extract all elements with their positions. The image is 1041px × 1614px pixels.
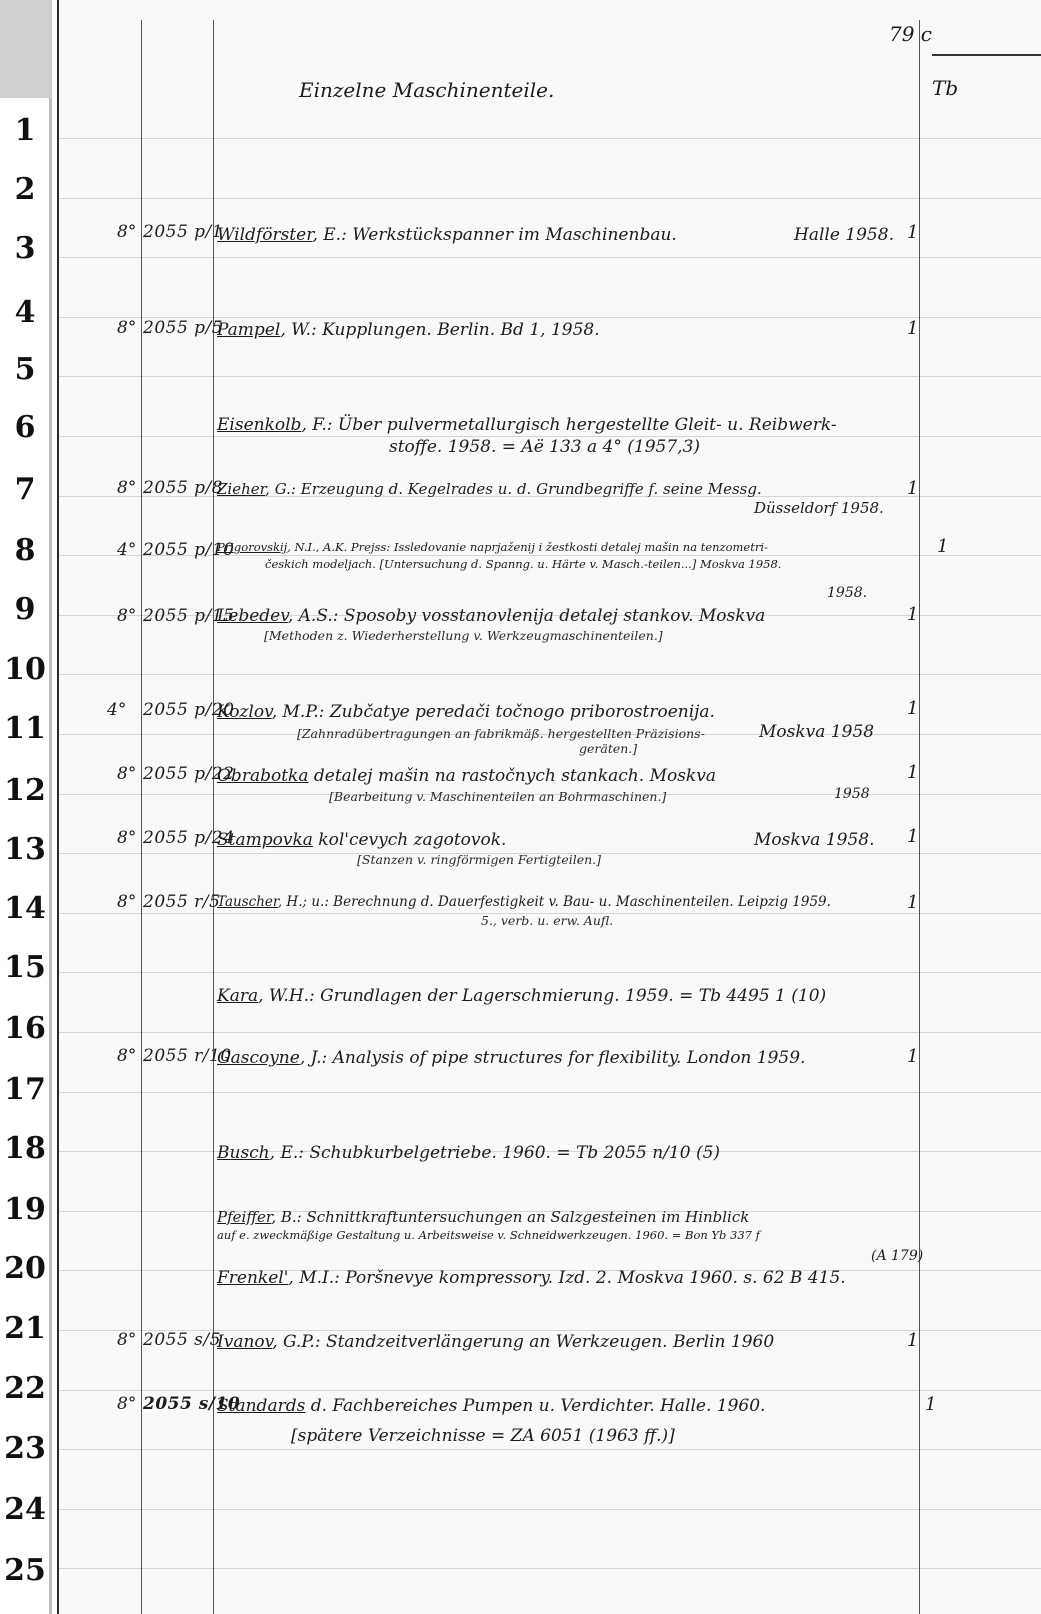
page-title: Einzelne Maschinenteile.: [299, 78, 555, 102]
entry-translation: [Bearbeitung v. Maschinenteilen an Bohrmaschinen.]: [329, 789, 667, 804]
entry-format: 8°: [117, 606, 137, 626]
entry-signature: 2055 s/10: [143, 1394, 241, 1414]
entry-place-year: Halle 1958.: [794, 225, 894, 245]
entry-title: , W.: Kupplungen. Berlin. Bd 1, 1958.: [280, 320, 600, 340]
ruled-line: [59, 972, 1041, 973]
entry-format: 8°: [117, 1394, 137, 1414]
entry-author: Ivanov: [217, 1332, 273, 1352]
entry-signature: 2055 r/5: [143, 892, 221, 912]
entry-author: Gascoyne: [217, 1048, 300, 1068]
entry-author: Stampovka: [217, 830, 313, 850]
page-number-rule: [932, 54, 1041, 56]
entry-format: 8°: [117, 764, 137, 784]
entry-format: 4°: [107, 700, 127, 720]
entry-author: Prigorovskij: [217, 540, 288, 554]
entry-author: Kozlov: [217, 702, 272, 722]
entry-author: Busch: [217, 1143, 270, 1163]
row-number: 25: [4, 1553, 46, 1588]
row-number: 21: [4, 1311, 46, 1346]
entry-signature: 2055 p/5: [143, 318, 224, 338]
entry-signature: 2055 p/22: [143, 764, 235, 784]
entry-note: [spätere Verzeichnisse = ZA 6051 (1963 ff.)]: [291, 1426, 675, 1446]
entry-author: Kara: [217, 986, 259, 1006]
ruled-line: [59, 1032, 1041, 1033]
entry-title: , B.: Schnittkraftuntersuchungen an Salzgesteinen im Hinblick: [271, 1208, 750, 1226]
entry-count: 1: [925, 1394, 937, 1415]
row-number: 15: [4, 950, 46, 985]
entry-signature: 2055 p/24: [143, 828, 235, 848]
entry-count: 1: [907, 478, 919, 499]
entry-title: , A.S.: Sposoby vosstanovlenija detalej stankov. Moskva: [287, 606, 766, 626]
row-number: 9: [14, 592, 36, 627]
entry-format: 8°: [117, 1330, 137, 1350]
row-number: 8: [14, 533, 36, 568]
row-number: 20: [4, 1251, 46, 1286]
column-divider-signature: [213, 20, 214, 1614]
row-number: 12: [4, 773, 46, 808]
ledger-page: [57, 0, 1041, 1614]
entry-title: , J.: Analysis of pipe structures for flexibility. London 1959.: [299, 1048, 806, 1068]
entry-place-year: Moskva 1958: [759, 722, 875, 742]
entry-author: Pfeiffer: [217, 1208, 272, 1226]
entry-count: 1: [907, 892, 919, 913]
entry-count: 1: [907, 604, 919, 625]
gutter-header-block: [0, 0, 52, 98]
row-number: 4: [14, 295, 36, 330]
entry-author: Obrabotka: [217, 766, 309, 786]
row-number: 3: [14, 231, 36, 266]
row-number: 13: [4, 832, 46, 867]
entry-author: Frenkel': [217, 1268, 289, 1288]
entry-title: detalej mašin na rastočnych stankach. Moskva: [308, 766, 716, 786]
entry-signature: 2055 p/8: [143, 478, 224, 498]
entry-signature: 2055 p/15: [143, 606, 235, 626]
row-number: 22: [4, 1371, 46, 1406]
entry-author: Pampel: [217, 320, 281, 340]
row-number: 24: [4, 1492, 46, 1527]
entry-signature: 2055 p/1: [143, 222, 224, 242]
entry-year: 1958.: [827, 585, 868, 601]
entry-title: , N.I., A.K. Prejss: Issledovanie naprjaženij i žestkosti detalej mašin na tenzometri-: [287, 540, 768, 554]
entry-format: 8°: [117, 1046, 137, 1066]
column-divider-format: [141, 20, 142, 1614]
entry-title-cont: stoffe. 1958. = Aë 133 a 4° (1957,3): [389, 437, 701, 457]
entry-place-year: Moskva 1958.: [754, 830, 875, 850]
entry-format: 8°: [117, 222, 137, 242]
entry-signature: 2055 r/10: [143, 1046, 232, 1066]
entry-signature: 2055 p/20: [143, 700, 235, 720]
entry-author: Standards: [217, 1396, 306, 1416]
ruled-line: [59, 376, 1041, 377]
row-number: 23: [4, 1431, 46, 1466]
entry-signature: 2055 s/5: [143, 1330, 221, 1350]
entry-title: kol'cevych zagotovok.: [312, 830, 507, 850]
entry-year: 1958: [834, 786, 870, 802]
entry-translation: [Methoden z. Wiederherstellung v. Werkzeugmaschinenteilen.]: [264, 628, 663, 643]
entry-translation: [Stanzen v. ringförmigen Fertigteilen.]: [357, 852, 602, 867]
entry-title: , G.P.: Standzeitverlängerung an Werkzeugen. Berlin 1960: [272, 1332, 775, 1352]
ruled-line: [59, 198, 1041, 199]
entry-author: Lebedev: [217, 606, 288, 626]
row-number: 5: [14, 352, 36, 387]
column-header-tb: Tb: [932, 76, 959, 100]
entry-signature: 2055 p/10: [143, 540, 235, 560]
row-number-gutter: [0, 0, 52, 1614]
ruled-line: [59, 1390, 1041, 1391]
row-number: 7: [14, 472, 36, 507]
entry-count: 1: [907, 1046, 919, 1067]
entry-count: 1: [937, 536, 949, 557]
entry-shelfmark: (A 179): [871, 1248, 924, 1264]
entry-title-cont: českich modeljach. [Untersuchung d. Spanng. u. Härte v. Masch.-teilen...] Moskva 1958.: [265, 557, 782, 571]
row-number: 1: [14, 113, 36, 148]
ruled-line: [59, 1568, 1041, 1569]
entry-title: , F.: Über pulvermetallurgisch hergestellte Gleit- u. Reibwerk-: [301, 415, 837, 435]
row-number: 16: [4, 1011, 46, 1046]
ruled-line: [59, 138, 1041, 139]
entry-place-year: Düsseldorf 1958.: [754, 499, 884, 517]
ruled-line: [59, 674, 1041, 675]
row-number: 14: [4, 891, 46, 926]
ruled-line: [59, 257, 1041, 258]
entry-author: Zieher: [217, 480, 266, 498]
entry-format: 8°: [117, 318, 137, 338]
entry-author: Wildförster: [217, 225, 313, 245]
entry-count: 1: [907, 762, 919, 783]
column-divider-count: [919, 20, 920, 1614]
entry-format: 4°: [117, 540, 137, 560]
entry-format: 8°: [117, 478, 137, 498]
entry-title: , E.: Werkstückspanner im Maschinenbau.: [312, 225, 677, 245]
entry-title: , G.: Erzeugung d. Kegelrades u. d. Grundbegriffe f. seine Messg.: [265, 480, 762, 498]
entry-author: Eisenkolb: [217, 415, 302, 435]
ruled-line: [59, 1449, 1041, 1450]
row-number: 17: [4, 1072, 46, 1107]
entry-author: Tauscher: [217, 894, 278, 910]
entry-title: , M.I.: Poršnevye kompressory. Izd. 2. Moskva 1960. s. 62 B 415.: [288, 1268, 846, 1288]
page-number: 79 c: [889, 22, 933, 46]
entry-count: 1: [907, 318, 919, 339]
entry-count: 1: [907, 826, 919, 847]
entry-count: 1: [907, 222, 919, 243]
row-number: 18: [4, 1131, 46, 1166]
row-number: 10: [4, 652, 46, 687]
row-number: 19: [4, 1192, 46, 1227]
entry-edition: 5., verb. u. erw. Aufl.: [481, 913, 614, 928]
entry-count: 1: [907, 698, 919, 719]
entry-count: 1: [907, 1330, 919, 1351]
entry-translation-cont: geräten.]: [579, 741, 638, 756]
entry-title: , W.H.: Grundlagen der Lagerschmierung. 1959. = Tb 4495 1 (10): [258, 986, 827, 1006]
entry-format: 8°: [117, 828, 137, 848]
entry-translation: [Zahnradübertragungen an fabrikmäß. hergestellten Präzisions-: [297, 726, 705, 741]
ruled-line: [59, 1092, 1041, 1093]
entry-format: 8°: [117, 892, 137, 912]
entry-title: , H.; u.: Berechnung d. Dauerfestigkeit v. Bau- u. Maschinenteilen. Leipzig 1959.: [277, 894, 831, 910]
ruled-line: [59, 1509, 1041, 1510]
row-number: 6: [14, 410, 36, 445]
row-number: 11: [4, 711, 46, 746]
row-number: 2: [14, 172, 36, 207]
entry-title: , E.: Schubkurbelgetriebe. 1960. = Tb 2055 n/10 (5): [269, 1143, 721, 1163]
entry-title-cont: auf e. zweckmäßige Gestaltung u. Arbeitsweise v. Schneidwerkzeugen. 1960. = Bon Yb 337 f: [217, 1228, 760, 1242]
entry-title: d. Fachbereiches Pumpen u. Verdichter. Halle. 1960.: [305, 1396, 766, 1416]
entry-title: , M.P.: Zubčatye peredači točnogo priborostroenija.: [271, 702, 715, 722]
